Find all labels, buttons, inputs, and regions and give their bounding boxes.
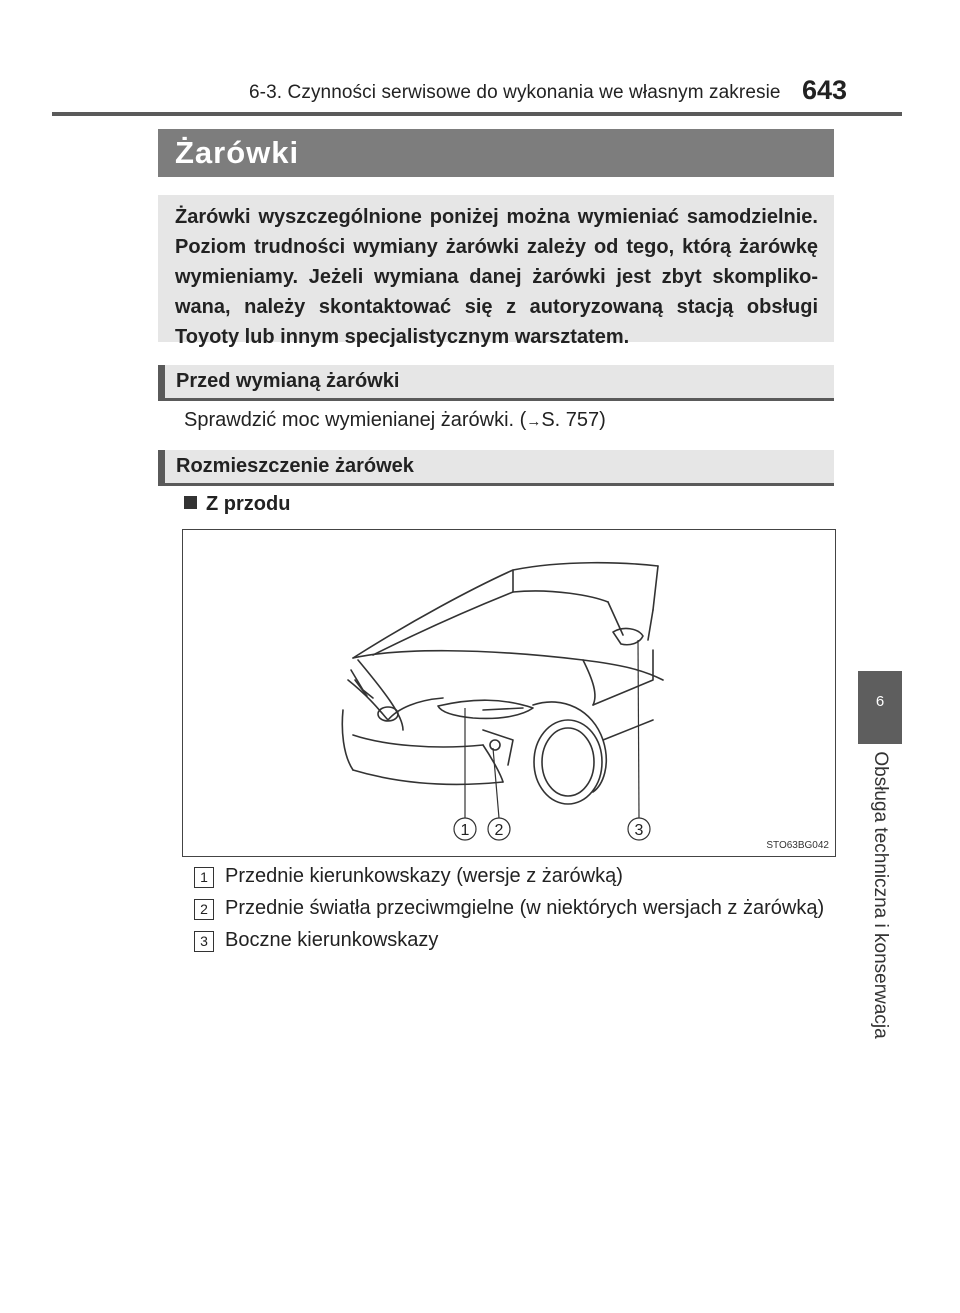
legend-number: 3: [194, 931, 214, 952]
chapter-tab: [858, 671, 902, 744]
car-illustration: [183, 530, 835, 856]
legend-number: 1: [194, 867, 214, 888]
section-heading-location: [158, 450, 834, 486]
section-heading-before: [158, 365, 834, 401]
intro-text: Żarówki wyszczególnione poniżej można wymieniać samodzielnie. Poziom trudności wymiany żarówki zależy od tego, którą żarówkę wymieniamy. Jeżeli wymiana danej żarówki jest zbyt skompliko-wana, należy skontaktować się z autoryzowaną stacją obsługi Toyoty lub innym specjalistycznym warsztatem.: [175, 206, 818, 348]
chapter-side-label: Obsługa techniczna i konserwacja: [870, 751, 891, 1039]
running-header: 6-3. Czynności serwisowe do wykonania we własnym zakresie: [249, 82, 781, 103]
page-title-bar: [158, 129, 834, 177]
callout-2: 2: [494, 822, 504, 839]
legend-text: Przednie kierunkowskazy (wersje z żarówką): [225, 865, 623, 887]
callout-3: 3: [634, 822, 644, 839]
legend-text: Boczne kierunkowskazy: [225, 929, 439, 951]
section-heading-before-label: Przed wymianą żarówki: [176, 370, 400, 392]
check-wattage-text: [184, 409, 606, 432]
section-heading-location-label: Rozmieszczenie żarówek: [176, 455, 414, 477]
car-front-figure: [182, 529, 836, 857]
subheading-front-label: Z przodu: [206, 493, 291, 515]
header-rule: [52, 112, 902, 116]
intro-box: [158, 195, 834, 348]
callout-1: 1: [460, 822, 470, 839]
subheading-front: [184, 493, 290, 516]
page-title: Żarówki: [175, 135, 300, 170]
page-reference-link[interactable]: S. 757): [541, 409, 606, 431]
page-number: 643: [802, 75, 848, 105]
chapter-number: 6: [875, 693, 885, 710]
check-wattage-prefix: Sprawdzić moc wymienianej żarówki. (: [184, 409, 527, 431]
square-bullet-icon: [184, 496, 197, 509]
arrow-icon: →: [526, 413, 542, 430]
legend-number: 2: [194, 899, 214, 920]
legend-text: Przednie światła przeciwmgielne (w niektórych wersjach z żarówką): [225, 897, 825, 919]
figure-code: STO63BG042: [766, 840, 829, 851]
